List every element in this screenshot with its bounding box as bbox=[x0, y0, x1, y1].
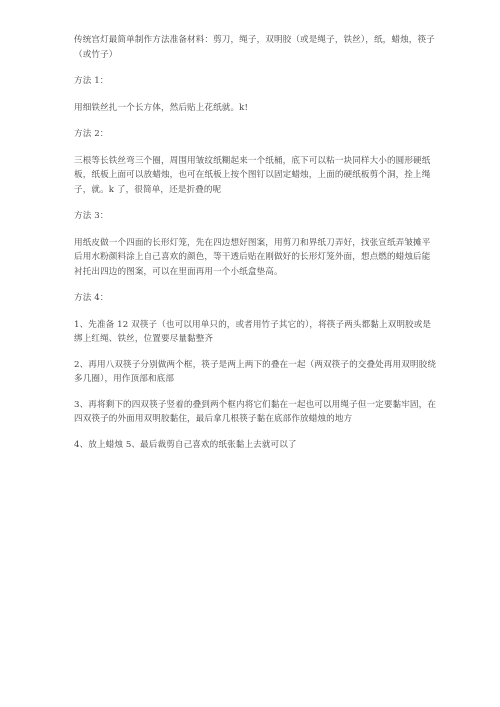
method-4-step-2: 2、再用八双筷子分别做两个框，筷子是两上两下的叠在一起（两双筷子的交叠处再用双明胶绕多几圈），用作顶部和底部 bbox=[74, 359, 437, 384]
method-1-title: 方法 1： bbox=[74, 76, 109, 86]
method-2-paragraph: 三根等长铁丝弯三个圈，周围用皱纹纸糊起来一个纸桶，底下可以粘一块同样大小的圆形硬纸板，纸板上面可以放蜡烛，也可在纸板上按个图钉以固定蜡烛，上面的硬纸板剪个洞，拴上绳子，就。k 了，很简单，还是折叠的呢 bbox=[74, 155, 431, 195]
method-3-title: 方法 3： bbox=[74, 211, 109, 221]
method-4-step-1: 1、先准备 12 双筷子（也可以用单只的，或者用竹子其它的），将筷子两头都黏上双明胶或是绑上红绳、铁丝，位置要尽量黏整齐 bbox=[74, 319, 432, 344]
intro-paragraph: 传统宫灯最简单制作方法准备材料：剪刀，绳子，双明胶（或是绳子，铁丝），纸，蜡烛，筷子（或竹子） bbox=[74, 35, 435, 60]
method-1-paragraph: 用细铁丝扎一个长方体，然后贴上花纸就。k! bbox=[74, 102, 249, 113]
method-4-step-4: 4、放上蜡烛 5、最后裁剪自己喜欢的纸张黏上去就可以了 bbox=[74, 439, 297, 450]
method-2-title: 方法 2： bbox=[74, 129, 109, 139]
document-body bbox=[74, 33, 436, 452]
method-4-step-3: 3、再将剩下的四双筷子竖着的叠到两个框内将它们黏在一起也可以用绳子但一定要黏牢固，在四双筷子的外面用双明胶黏住，最后拿几根筷子黏在底部作放蜡烛的地方 bbox=[74, 399, 437, 424]
method-4-title: 方法 4： bbox=[74, 293, 109, 303]
method-3-paragraph: 用纸皮做一个四面的长形灯笼，先在四边想好图案，用剪刀和界纸刀弄好，找张宣纸弄皱摊平后用水粉颜料涂上自己喜欢的颜色，等干透后贴在刚做好的长形灯笼外面，想点燃的蜡烛后能衬托出四边的图案，可以在里面再用一个小纸盒垫高。 bbox=[74, 237, 431, 277]
